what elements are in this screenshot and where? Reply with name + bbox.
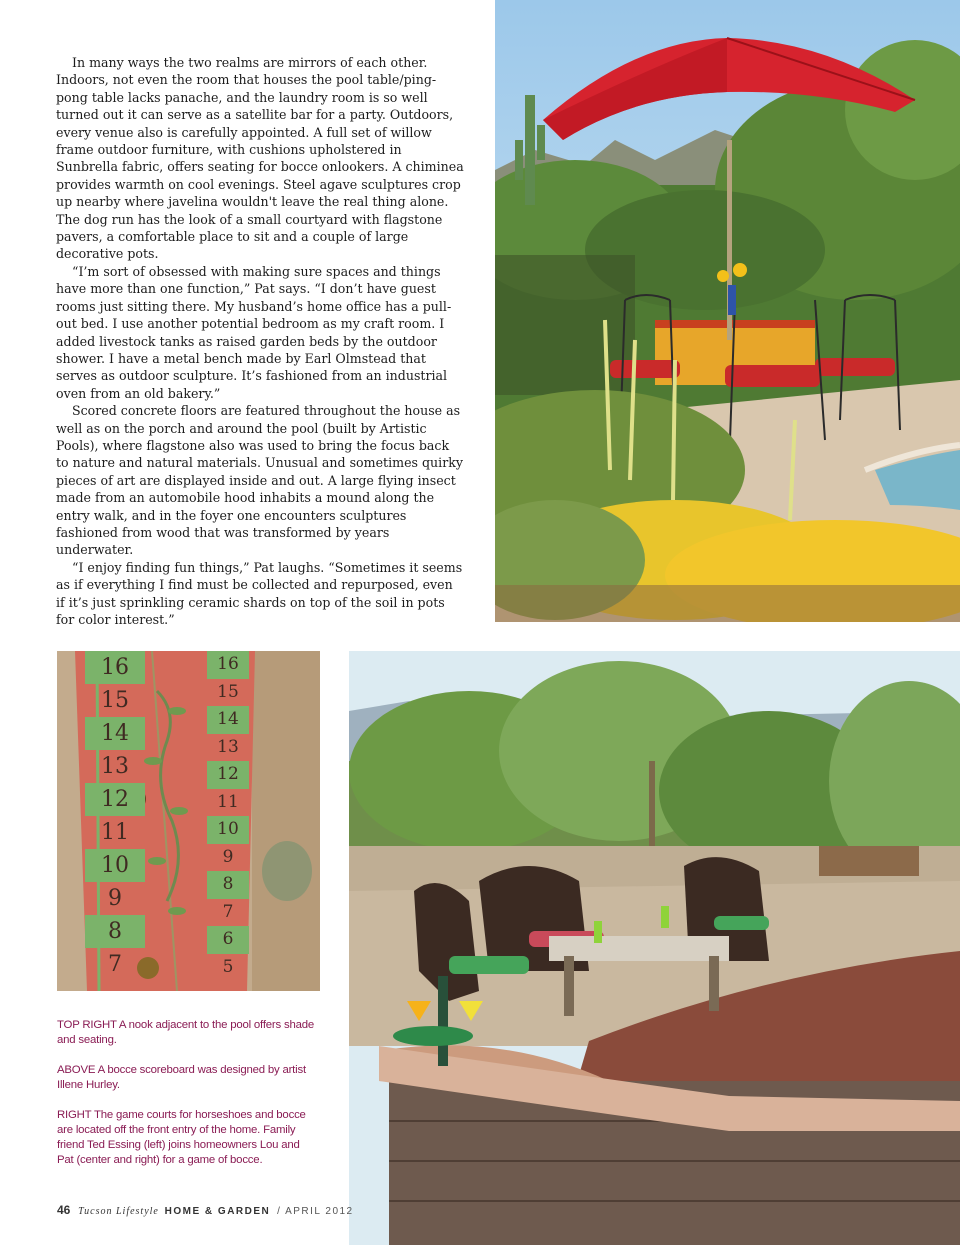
- score-cell: 11: [217, 791, 239, 812]
- page-footer: [57, 1203, 354, 1217]
- score-cell: 8: [85, 915, 145, 948]
- score-cell: 10: [207, 816, 249, 844]
- photo-game-courts: [349, 651, 960, 1245]
- pool-nook-illustration: [495, 0, 960, 622]
- score-cell: 8: [207, 871, 249, 899]
- section-name: HOME & GARDEN: [164, 1206, 271, 1217]
- article-paragraph: In many ways the two realms are mirrors of each other. Indoors, not even the room that houses the pool table/ping-pong table lacks panache, and the laundry room is so well turned out it can serve as a satellite bar for a party. Outdoors, every venue also is carefully appointed. A full set of willow frame outdoor furniture, with cushions upholstered in Sunbrella fabric, offers seating for bocce onlookers. A chiminea provides warmth on cool evenings. Steel agave sculptures crop up nearby where javelina wouldn't leave the real thing alone. The dog run has the look of a small courtyard with flagstone pavers, a comfortable place to sit and a couple of large decorative pots.: [56, 55, 464, 262]
- score-cell: 7: [108, 952, 122, 977]
- score-cell: 15: [217, 681, 239, 702]
- photo-captions: [57, 1018, 319, 1183]
- score-cell: 9: [108, 886, 122, 911]
- photo-bocce-scoreboard: [57, 651, 320, 991]
- article-paragraph: “I enjoy finding fun things,” Pat laughs. “Sometimes it seems as if everything I find must be collected and repurposed, even if it’s just sprinkling ceramic shards on top of the soil in pots for color interest.”: [56, 559, 463, 627]
- page-number: 46: [57, 1203, 71, 1217]
- score-cell: 7: [222, 901, 234, 922]
- score-cell: 5: [222, 956, 234, 977]
- score-cell: 11: [101, 820, 129, 845]
- score-cell: 9: [222, 846, 234, 867]
- score-cell: 14: [85, 717, 145, 750]
- photo-pool-nook: [495, 0, 960, 622]
- caption-right: RIGHT The game courts for horseshoes and bocce are located off the front entry of the home. Family friend Ted Essing (left) joins homeowners Lou and Pat (center and right) for a game of bocce.: [57, 1109, 306, 1166]
- caption-above: ABOVE A bocce scoreboard was designed by artist Illene Hurley.: [57, 1064, 306, 1091]
- score-cell: 14: [207, 706, 249, 734]
- score-cell: 12: [207, 761, 249, 789]
- scoreboard-left-column: [85, 651, 145, 981]
- magazine-name: Tucson Lifestyle: [78, 1206, 159, 1217]
- score-cell: 13: [101, 754, 129, 779]
- score-cell: 16: [207, 651, 249, 679]
- article-paragraph: Scored concrete floors are featured throughout the house as well as on the porch and around the pool (built by Artistic Pools), where flagstone also was used to bring the focus back to nature and natural materials. Unusual and sometimes quirky pieces of art are displayed inside and out. A large flying insect made from an automobile hood inhabits a mound along the entry walk, and in the foyer one encounters sculptures fashioned from wood that was transformed by years underwater.: [56, 403, 463, 558]
- scoreboard-right-column: [207, 651, 249, 981]
- article-paragraph: “I’m sort of obsessed with making sure spaces and things have more than one function,” Pat says. “I don’t have guest rooms just sitting there. My husband’s home office has a pull-out bed. I use another potential bedroom as my craft room. I added livestock tanks as raised garden beds by the outdoor shower. I have a metal bench made by Earl Olmstead that serves as outdoor sculpture. It’s fashioned from an industrial oven from an old bakery.”: [56, 263, 452, 401]
- score-cell: 16: [85, 651, 145, 684]
- score-cell: 12: [85, 783, 145, 816]
- issue-date: / APRIL 2012: [277, 1206, 354, 1217]
- score-cell: 10: [85, 849, 145, 882]
- score-cell: 15: [101, 688, 129, 713]
- score-cell: 13: [217, 736, 239, 757]
- article-body: [56, 54, 464, 628]
- game-courts-illustration: [349, 651, 960, 1245]
- caption-top-right: TOP RIGHT A nook adjacent to the pool offers shade and seating.: [57, 1019, 315, 1046]
- score-cell: 6: [207, 926, 249, 954]
